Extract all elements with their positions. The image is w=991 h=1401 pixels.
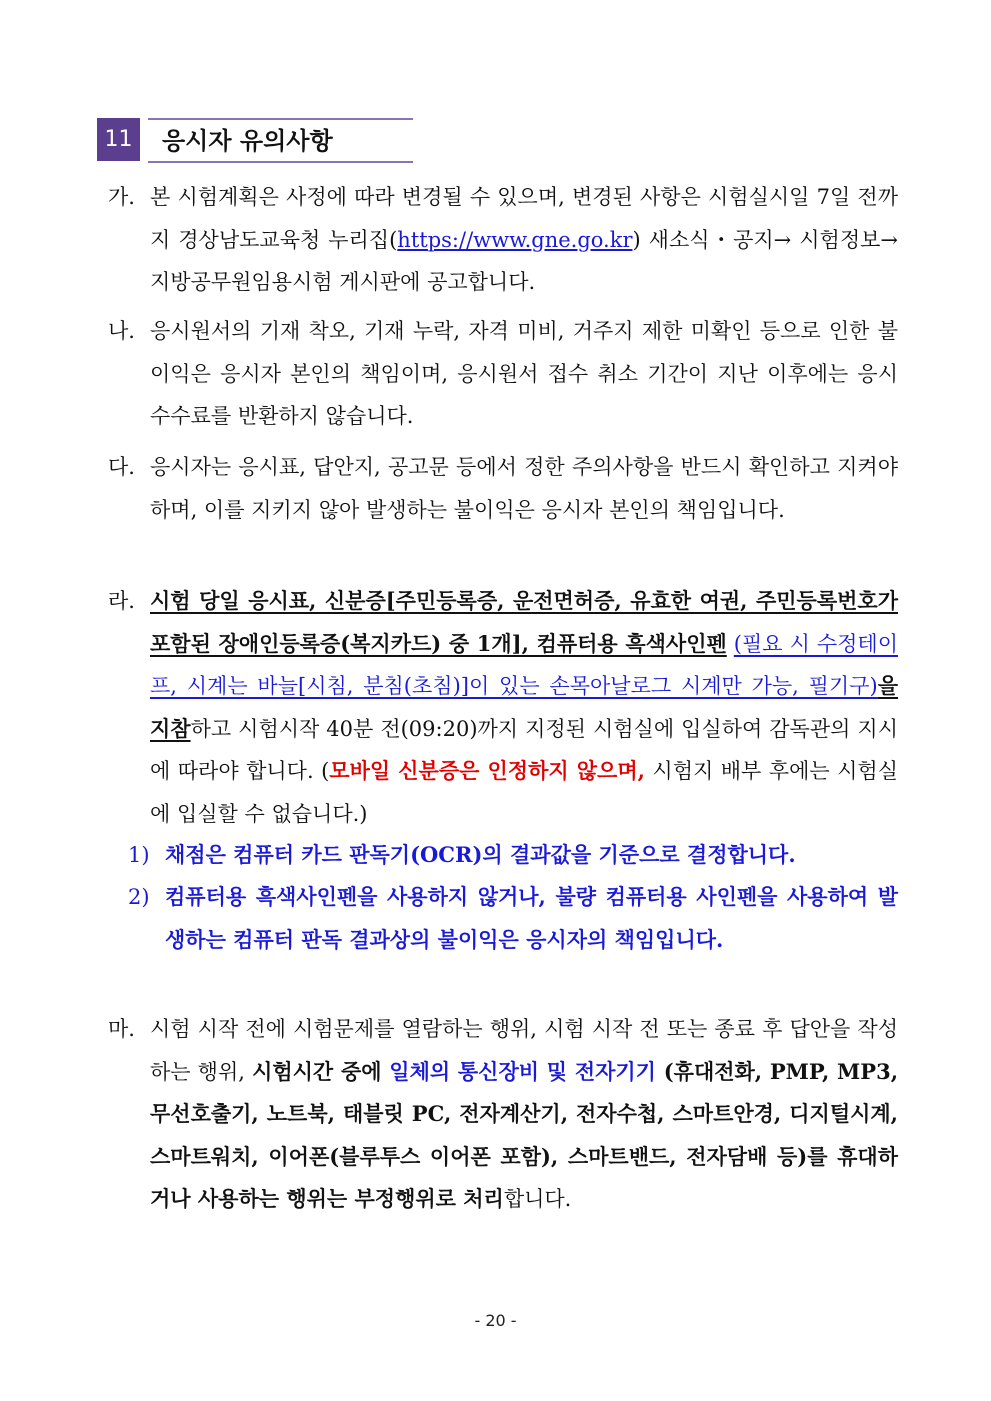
page-number: - 20 -	[474, 1311, 517, 1330]
subitem-1	[128, 834, 898, 877]
subitem-body: 컴퓨터용 흑색사인펜을 사용하지 않거나, 불량 컴퓨터용 사인펜을 사용하여 발생하는 컴퓨터 판독 결과상의 불이익은 응시자의 책임입니다.	[165, 884, 898, 952]
website-link[interactable]: https://www.gne.go.kr	[397, 227, 633, 252]
item-ga	[108, 176, 898, 304]
device-list-text: (휴대전화, PMP, MP3, 무선호출기, 노트북, 태블릿 PC, 전자계산기, 전자수첩, 스마트안경, 디지털시계, 스마트워치, 이어폰(블루투스 이어폰 포함), 스마트밴드, 전자담배 등)를 휴대하거나 사용하는 행위는 부정행위로 처리	[150, 1058, 899, 1211]
section-number: 11	[97, 118, 140, 161]
section-header	[97, 118, 415, 164]
mobile-id-warning: 모바일 신분증은 인정하지 않으며,	[329, 758, 645, 783]
item-ra	[108, 580, 898, 835]
title-top-rule	[148, 118, 413, 120]
subitem-2	[128, 876, 898, 961]
subitem-body: 채점은 컴퓨터 카드 판독기(OCR)의 결과값을 기준으로 결정합니다.	[165, 842, 796, 867]
section-title: 응시자 유의사항	[162, 127, 333, 155]
item-ma	[108, 1008, 898, 1221]
item-text: 합니다.	[503, 1187, 572, 1211]
item-marker: 마.	[108, 1017, 135, 1041]
optional-items-text: (필요 시 수정테이프, 시계는 바늘[시침, 분침(초침)]이 있는 손목아날로그 시계만 가능, 필기구)	[150, 631, 898, 698]
devices-highlight: 일체의 통신장비 및 전자기기	[389, 1058, 656, 1084]
title-bottom-rule	[148, 161, 413, 163]
item-marker: 나.	[108, 319, 135, 343]
item-marker: 다.	[108, 455, 135, 479]
item-text: 본 시험계획은 사정에 따라 변경될 수 있으며, 변경된 사항은 시험실시일 7일 전까지 경상남도교육청 누리집(	[150, 185, 898, 252]
item-na	[108, 310, 898, 438]
item-marker: 가.	[108, 185, 135, 209]
item-body: 응시원서의 기재 착오, 기재 누락, 자격 미비, 거주지 제한 미확인 등으로 인한 불이익은 응시자 본인의 책임이며, 응시원서 접수 취소 기간이 지난 이후에는 응시 수수료를 반환하지 않습니다.	[150, 319, 898, 428]
required-items-text: 시험 당일 응시표, 신분증[주민등록증, 운전면허증, 유효한 여권, 주민등록번호가 포함된 장애인등록증(복지카드) 중 1개], 컴퓨터용 흑색사인펜	[150, 588, 898, 656]
item-body	[150, 176, 898, 304]
exam-time-text: 시험시간 중에	[252, 1058, 390, 1084]
item-body	[150, 580, 898, 835]
item-marker: 라.	[108, 589, 135, 613]
item-body	[150, 1008, 898, 1221]
subitem-marker: 1)	[128, 843, 150, 867]
bring-text: 을 지참	[150, 673, 898, 741]
item-body: 응시자는 응시표, 답안지, 공고문 등에서 정한 주의사항을 반드시 확인하고 지켜야 하며, 이를 지키지 않아 발생하는 불이익은 응시자 본인의 책임입니다.	[150, 455, 898, 522]
item-da	[108, 446, 898, 531]
item-text: 시험지 배부 후에는 시험실에 입실할 수 없습니다.)	[150, 759, 898, 826]
item-text: 하고 시험시작 40분 전(09:20)까지 지정된 시험실에 입실하여 감독관의 지시에 따라야 합니다. (	[150, 716, 898, 783]
item-text: 시험 시작 전에 시험문제를 열람하는 행위, 시험 시작 전 또는 종료 후 답안을 작성하는 행위,	[150, 1017, 898, 1084]
item-text: ) 새소식・공지→ 시험정보→지방공무원임용시험 게시판에 공고합니다.	[150, 227, 898, 294]
subitem-marker: 2)	[128, 885, 150, 909]
